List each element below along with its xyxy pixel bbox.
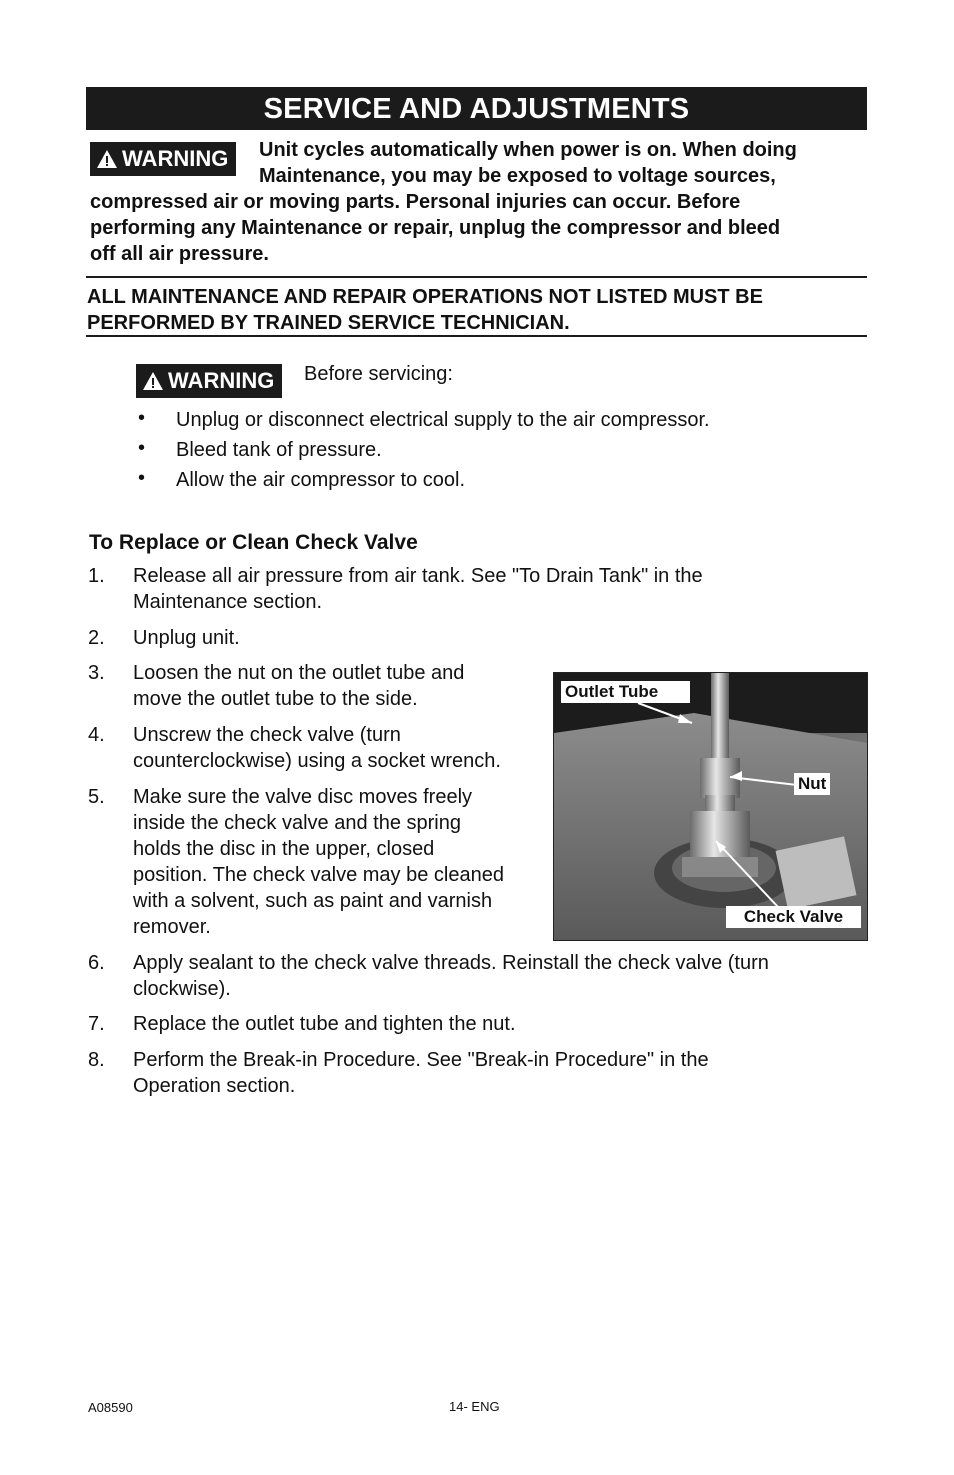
bullet-item: Allow the air compressor to cool.: [176, 469, 466, 491]
step-number: 2.: [88, 627, 105, 649]
step-line: position. The check valve may be cleaned: [133, 864, 504, 886]
divider: [86, 335, 867, 337]
warning-intro: Before servicing:: [304, 363, 453, 385]
step-line: Perform the Break-in Procedure. See "Break-in Procedure" in the: [133, 1049, 709, 1071]
step-line: move the outlet tube to the side.: [133, 688, 418, 710]
step-number: 7.: [88, 1013, 105, 1035]
warning-badge: [136, 364, 282, 398]
step-line: Replace the outlet tube and tighten the nut.: [133, 1013, 516, 1035]
step-line: clockwise).: [133, 978, 231, 1000]
warning-triangle-icon: [142, 371, 164, 391]
notice-line: ALL MAINTENANCE AND REPAIR OPERATIONS NOT LISTED MUST BE: [87, 286, 763, 308]
document-code: A08590: [88, 1400, 133, 1415]
step-number: 6.: [88, 952, 105, 974]
bullet-icon: •: [138, 437, 146, 459]
bullet-icon: •: [138, 407, 146, 429]
warning-badge: [90, 142, 236, 176]
page-number: 14- ENG: [449, 1399, 500, 1414]
step-number: 1.: [88, 565, 105, 587]
step-number: 5.: [88, 786, 105, 808]
warning-badge-label: WARNING: [168, 368, 275, 393]
check-valve-photo: [553, 672, 868, 941]
step-line: Unscrew the check valve (turn: [133, 724, 401, 746]
step-line: Loosen the nut on the outlet tube and: [133, 662, 465, 684]
warning-text-line: Unit cycles automatically when power is on. When doing: [259, 139, 797, 161]
step-line: Operation section.: [133, 1075, 296, 1097]
step-line: Release all air pressure from air tank. See "To Drain Tank" in the: [133, 565, 703, 587]
bullet-item: Unplug or disconnect electrical supply to the air compressor.: [176, 409, 710, 431]
step-number: 8.: [88, 1049, 105, 1071]
step-line: Make sure the valve disc moves freely: [133, 786, 473, 808]
section-heading: To Replace or Clean Check Valve: [89, 531, 418, 554]
page-title: SERVICE AND ADJUSTMENTS: [86, 87, 867, 130]
step-number: 3.: [88, 662, 105, 684]
step-line: holds the disc in the upper, closed: [133, 838, 435, 860]
warning-text-line: Maintenance, you may be exposed to voltage sources,: [259, 165, 776, 187]
outlet-tube-label: Outlet Tube: [561, 681, 690, 703]
bullet-item: Bleed tank of pressure.: [176, 439, 382, 461]
step-line: with a solvent, such as paint and varnish: [133, 890, 493, 912]
step-line: Unplug unit.: [133, 627, 240, 649]
warning-text-line: performing any Maintenance or repair, unplug the compressor and bleed: [90, 217, 781, 239]
divider: [86, 276, 867, 278]
bullet-icon: •: [138, 467, 146, 489]
warning-badge-label: WARNING: [122, 146, 229, 171]
nut-label: Nut: [794, 773, 830, 795]
step-number: 4.: [88, 724, 105, 746]
step-line: Maintenance section.: [133, 591, 323, 613]
check-valve-illustration: [554, 673, 867, 940]
check-valve-label: Check Valve: [726, 906, 861, 928]
step-line: counterclockwise) using a socket wrench.: [133, 750, 501, 772]
step-line: inside the check valve and the spring: [133, 812, 461, 834]
notice-line: PERFORMED BY TRAINED SERVICE TECHNICIAN.: [87, 312, 570, 334]
step-line: remover.: [133, 916, 211, 938]
warning-triangle-icon: [96, 149, 118, 169]
step-line: Apply sealant to the check valve threads. Reinstall the check valve (turn: [133, 952, 769, 974]
warning-text-line: off all air pressure.: [90, 243, 269, 265]
warning-text-line: compressed air or moving parts. Personal injuries can occur. Before: [90, 191, 741, 213]
